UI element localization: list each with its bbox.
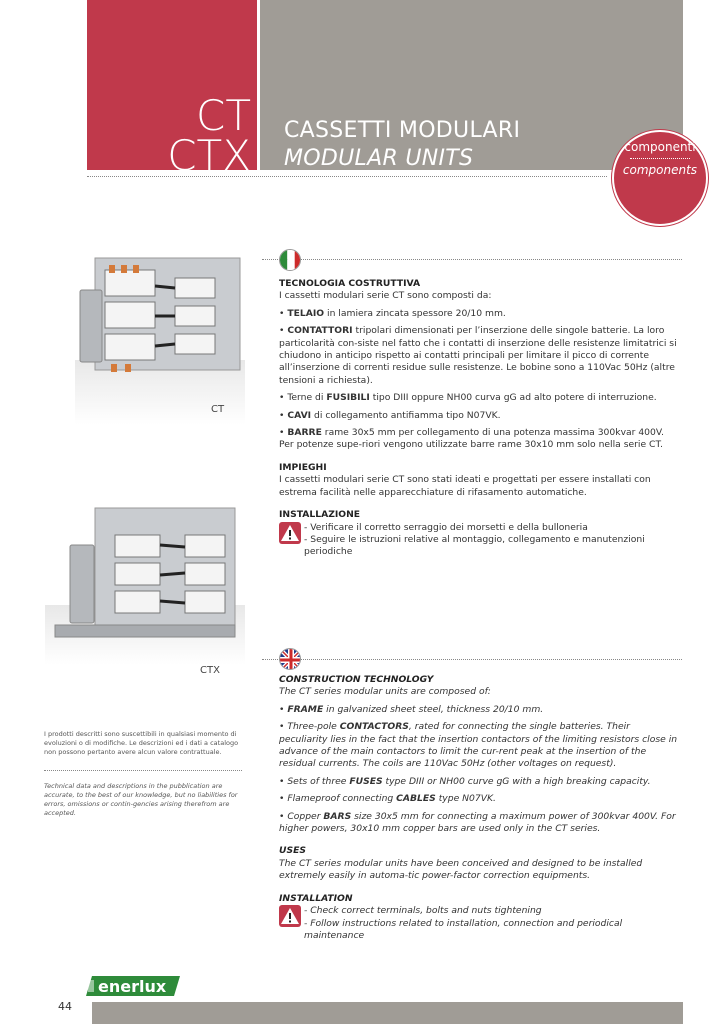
it-item-lead: • [279,307,288,319]
italian-section-divider [262,259,682,260]
it-item-fuses [279,392,681,404]
header-divider [87,176,607,177]
en-uses-text: The CT series modular units have been conceived and designed to be installed extremely easily in automa-tic power-factor correction equipments. [279,857,643,882]
it-item-keyword: FUSIBILI [326,392,370,404]
category-badge [612,130,708,226]
en-item-text: in galvanized sheet steel, thickness 20/10 mm. [323,703,544,715]
en-item-lead: • [279,703,288,715]
badge-label-it: componenti [624,140,696,154]
header-red-block [87,0,257,180]
uk-flag-icon [279,648,301,670]
ct-unit-photo [75,250,245,425]
en-item-contactors [279,721,681,771]
footer-bar [92,1002,683,1024]
it-install-line1: - Verificare il corretto serraggio dei morsetti e della bulloneria [304,521,588,533]
product-code-ctx: CTX [167,131,251,180]
english-text [279,674,681,942]
it-heading-uses: IMPIEGHI [279,461,327,473]
it-item-text: di collegamento antifiamma tipo N07VK. [311,409,501,421]
en-item-lead: • Sets of three [279,775,350,787]
it-item-lead: • [279,409,288,421]
en-item-keyword: CONTACTORS [339,721,409,733]
it-item-text: tripolari dimensionati per l’inserzione delle singole batterie. La loro particolarità con-siste nel fatto che i contatti di inserzione delle resistenze limitatrici si chiudono in anticipo rispetto ai contatti principali per limitare il picco di corrente all’inserzione di correnti residue sulle resistenze. Le bobine sono a 110Vac 50Hz (altre tensioni a richiesta). [279,325,677,386]
warning-icon [279,905,301,927]
it-item-lead: • [279,325,288,337]
it-item-contactors [279,325,681,387]
it-item-text: tipo DIII oppure NH00 curva gG ad alto potere di interruzione. [369,392,657,404]
en-install-line2: - Follow instructions related to installation, connection and periodical maintenance [304,917,623,941]
disclaimer-en: Technical data and descriptions in the pubblication are accurate, to the best of our knowledge, but no liabilities for errors, omissions or contin-gencies arising therefrom are accepted. [44,782,238,817]
en-heading-construction: CONSTRUCTION TECHNOLOGY [279,674,434,685]
ctx-photo-caption: CTX [200,665,220,676]
it-item-lead: • [279,427,288,439]
en-item-text: size 30x5 mm for connecting a maximum power of 300kvar 400V. For higher powers, 30x10 mm copper bars are used only in the CT series. [279,810,676,835]
italian-text [279,278,681,559]
en-item-text: , rated for connecting the single batteries. Their peculiarity lies in the fact that the insertion contactors of the limiting resistors close in advance of the main contactors to limit the cur-rent peak at the insertion of the residual currents. The coils are 110Vac 50Hz (other voltages on request). [279,721,678,770]
page-title-it: CASSETTI MODULARI [284,118,521,143]
it-item-lead: • Terne di [279,392,327,404]
en-item-keyword: BARS [323,810,352,822]
page-number: 44 [58,1000,72,1013]
en-install-warning [279,905,681,942]
it-item-frame [279,308,681,320]
it-item-cables [279,410,681,422]
en-item-frame [279,704,681,716]
it-item-bars [279,427,681,452]
disclaimer-divider [44,770,242,771]
english-section-divider [262,659,682,660]
disclaimer-it: I prodotti descritti sono suscettibili in qualsiasi momento di evoluzioni o di modifiche. Le descrizioni ed i dati a catalogo non possono pertanto avere alcun valore contrattuale. [44,730,239,756]
it-heading-construction: TECNOLOGIA COSTRUTTIVA [279,278,421,289]
badge-separator [630,158,690,159]
it-item-text: in lamiera zincata spessore 20/10 mm. [324,307,506,319]
badge-label-en: components [622,163,698,177]
en-item-lead: • Flameproof connecting [279,793,397,805]
en-heading-installation: INSTALLATION [279,892,353,904]
en-heading-uses: USES [279,845,306,857]
en-item-bars [279,811,681,836]
it-item-keyword: TELAIO [287,307,325,319]
it-item-keyword: CONTATTORI [287,325,353,337]
en-item-keyword: FRAME [287,703,324,715]
it-intro: I cassetti modulari serie CT sono composti da: [279,290,492,302]
it-install-line2: - Seguire le istruzioni relative al montaggio, collegamento e manutenzioni periodiche [304,533,645,558]
en-item-lead: • Copper [279,810,324,822]
it-uses-text: I cassetti modulari serie CT sono stati ideati e progettati per essere installati con estrema facilità nelle apparecchiature di rifasamento automatiche. [279,474,651,498]
it-heading-installation: INSTALLAZIONE [279,509,361,521]
ct-photo-caption: CT [211,404,225,415]
logo-text: enerlux [98,977,167,996]
product-code [167,91,251,180]
warning-icon [279,522,301,544]
it-item-keyword: CAVI [287,409,312,421]
en-intro: The CT series modular units are composed of: [279,686,491,698]
en-item-text: type DIII or NH00 curve gG with a high breaking capacity. [382,775,651,787]
en-item-keyword: CABLES [396,793,436,805]
en-item-lead: • Three-pole [279,721,340,733]
it-install-warning [279,522,681,559]
en-install-line1: - Check correct terminals, bolts and nuts tightening [304,905,542,917]
en-item-fuses [279,776,681,788]
product-code-ct: CT [196,91,251,140]
page-title-en: MODULAR UNITS [284,146,474,171]
en-item-keyword: FUSES [349,775,383,787]
italian-flag-icon [279,249,301,271]
it-item-keyword: BARRE [287,427,322,439]
en-item-text: type N07VK. [435,793,496,805]
ctx-unit-photo [45,505,245,665]
en-item-cables [279,793,681,805]
it-item-text: rame 30x5 mm per collegamento di una potenza massima 300kvar 400V. Per potenze supe-riori vengono utilizzate barre rame 30x10 mm solo nella serie CT. [279,427,664,451]
enerlux-logo [86,974,180,998]
